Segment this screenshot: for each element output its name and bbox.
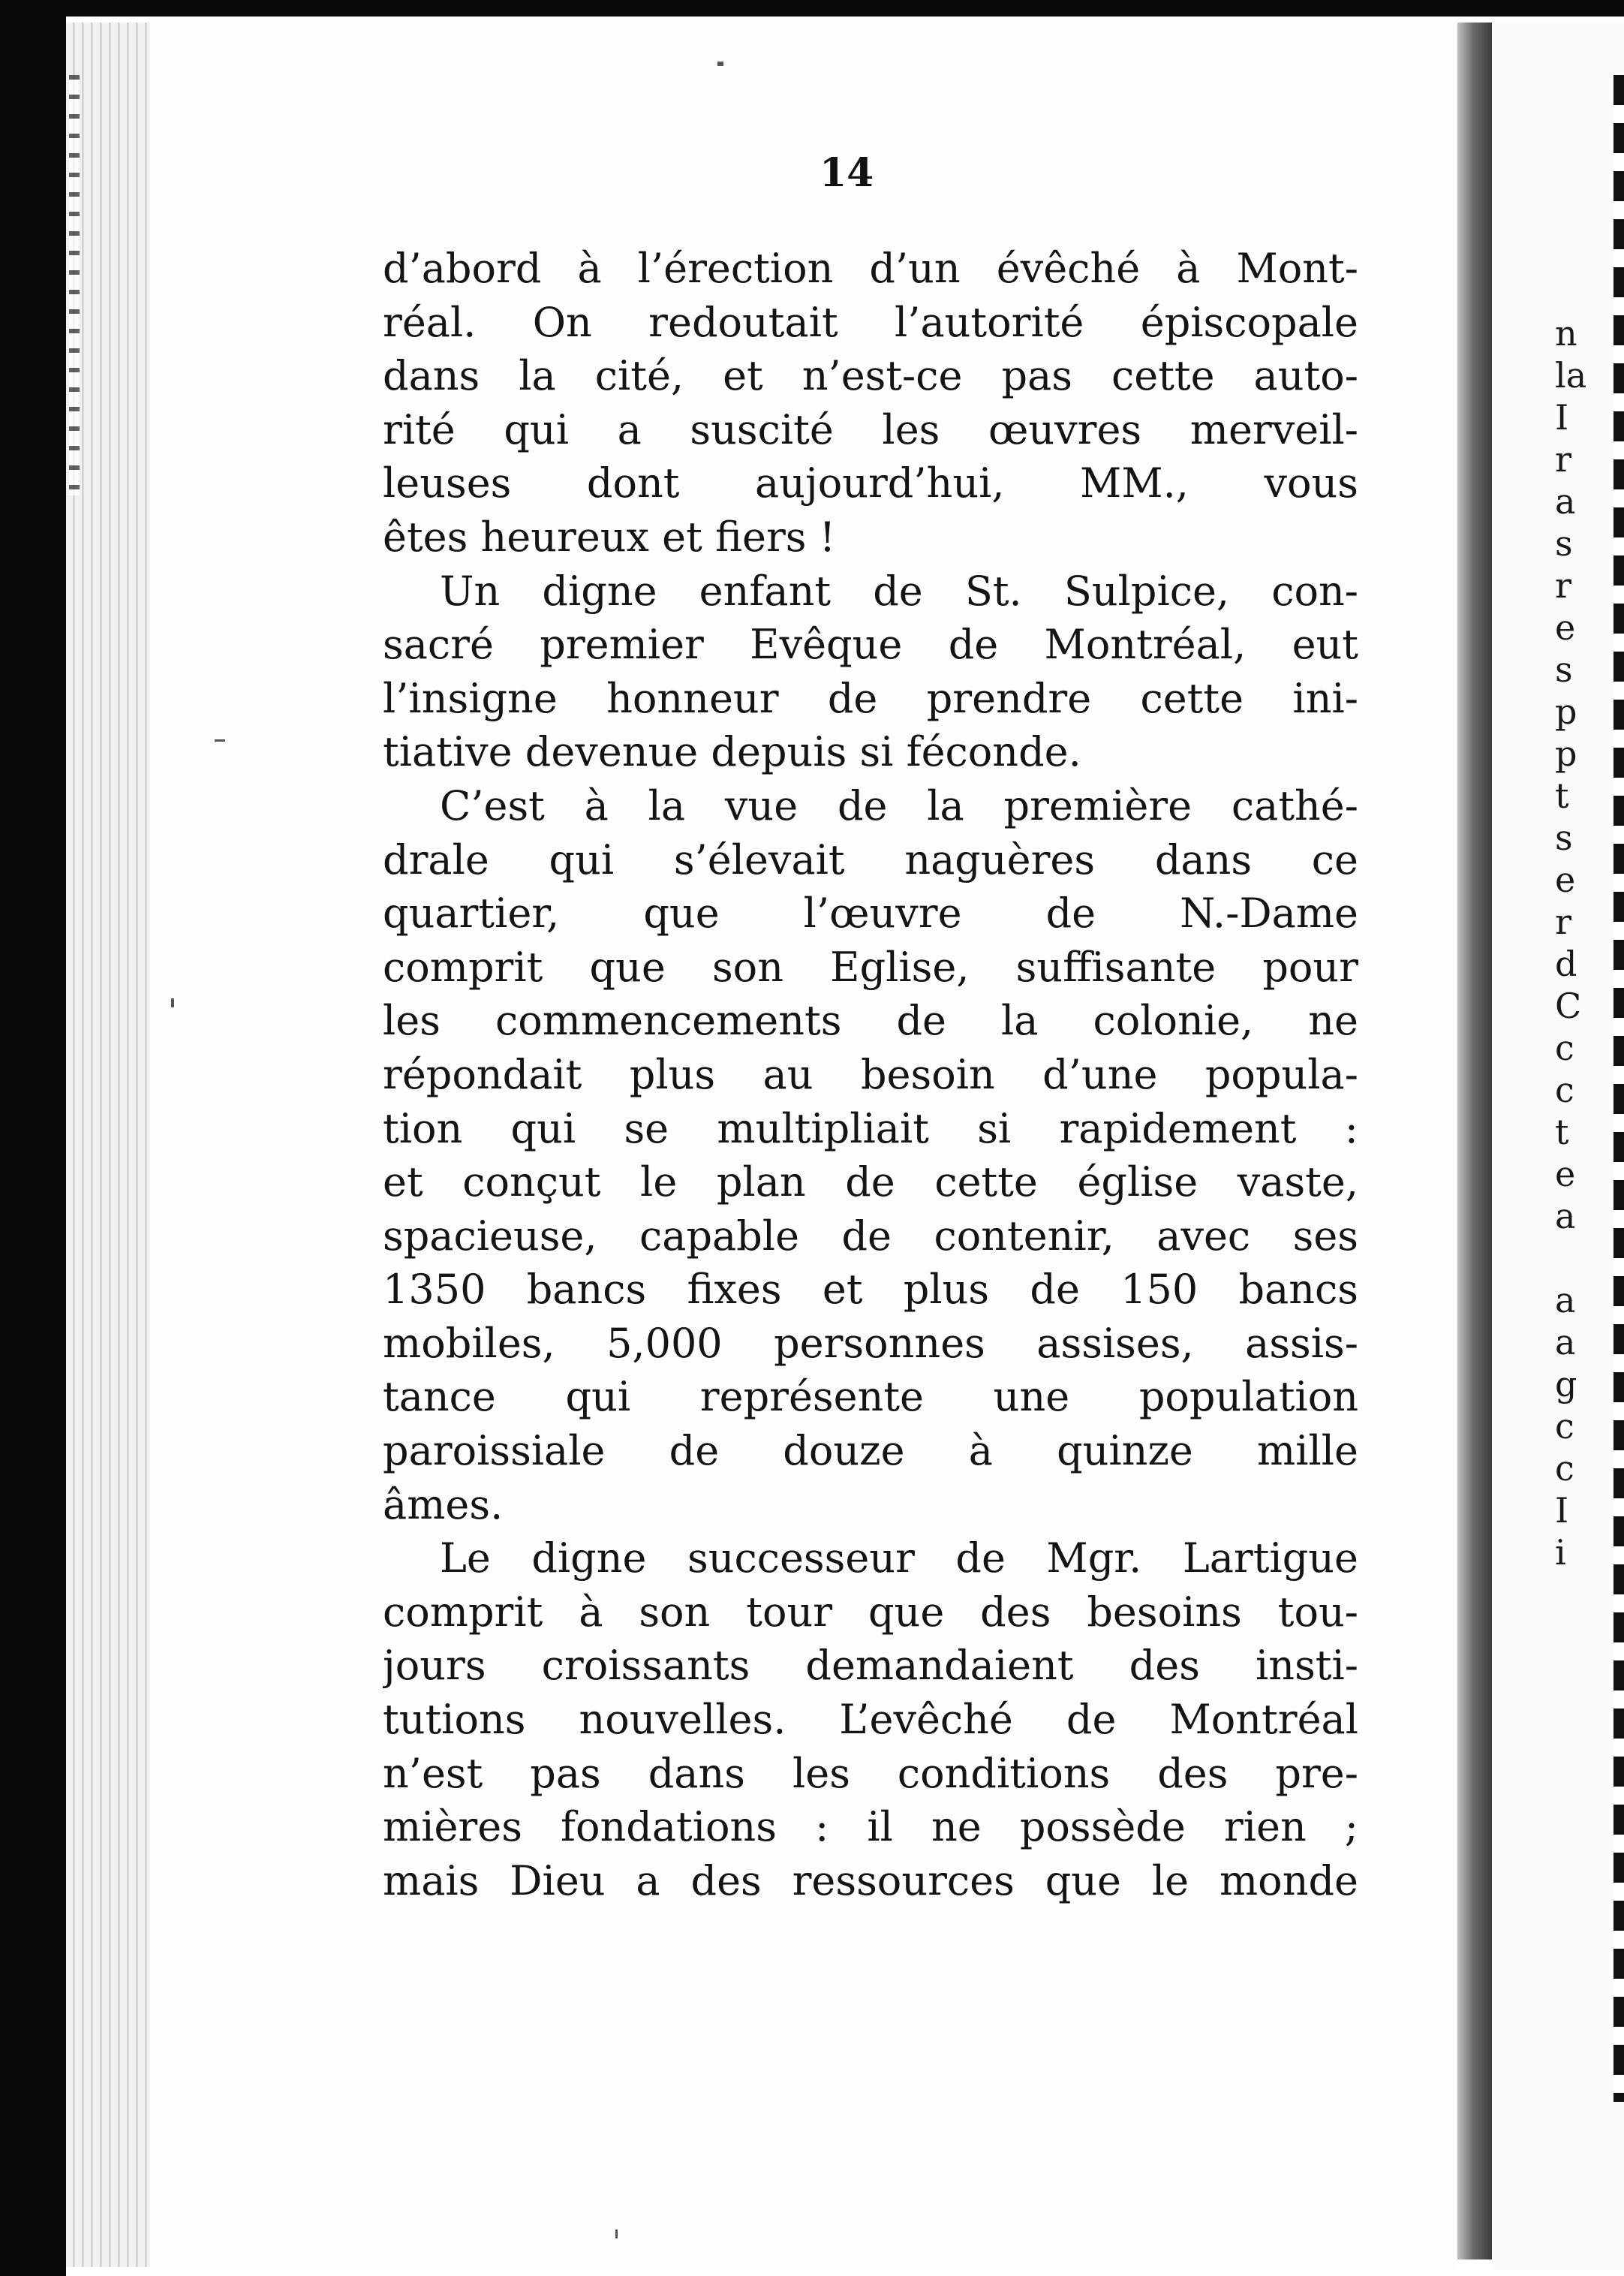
next-page-letter: c [1555,1448,1574,1489]
book-gutter-shadow [1457,23,1492,2259]
next-page-letter [1555,1237,1615,1279]
next-page-letter: la [1555,355,1587,396]
next-page-letter: i [1555,1532,1566,1573]
text-line: tion qui se multipliait si rapidement : [383,1104,1358,1152]
next-page-letter: s [1555,523,1573,564]
speck-mark [215,739,225,742]
text-line: comprit à son tour que des besoins tou- [383,1588,1358,1636]
next-page-letter: e [1555,860,1576,900]
text-line: drale qui s’élevait naguères dans ce [383,835,1358,884]
text-line: et conçut le plan de cette église vaste, [383,1158,1358,1206]
text-line: répondait plus au besoin d’une popula- [383,1050,1358,1098]
next-page-letter: p [1555,691,1577,732]
text-line: leuses dont aujourd’hui, MM., vous [383,459,1358,507]
next-page-letter: C [1555,986,1582,1026]
page-number: 14 [820,150,874,196]
text-line: tutions nouvelles. L’evêché de Montréal [383,1696,1358,1744]
page-edge-marks [69,75,80,495]
next-page-letter: e [1555,607,1576,648]
text-line: C’est à la vue de la première cathé- [440,781,1358,829]
text-line: tance qui représente une population [383,1373,1358,1421]
scanner-left-border [0,0,66,2276]
next-page-letter: p [1555,733,1577,774]
text-line: comprit que son Eglise, suffisante pour [383,943,1358,991]
next-page-letter: g [1555,1364,1577,1404]
next-page-letter: s [1555,649,1573,690]
text-line: êtes heureux et fiers ! [383,513,836,561]
text-line: tiative devenue depuis si féconde. [383,728,1081,776]
next-page-letter: I [1555,397,1569,438]
next-page-letter: d [1555,944,1577,984]
scanner-top-border [0,0,1624,17]
text-line: rité qui a suscité les œuvres merveil- [383,405,1358,453]
next-page-letter: a [1555,1280,1576,1320]
text-line: dans la cité, et n’est-ce pas cette auto- [383,352,1358,400]
speck-mark [615,2229,618,2238]
page-edges-stack [66,23,150,2267]
next-page-letter: t [1555,775,1569,816]
text-line: réal. On redoutait l’autorité épiscopale [383,298,1358,346]
next-page-letters [1555,312,1615,1573]
text-line: Le digne successeur de Mgr. Lartigue [440,1534,1358,1582]
text-line: mais Dieu a des ressources que le monde [383,1856,1358,1904]
text-line: Un digne enfant de St. Sulpice, con- [440,567,1358,615]
text-line: quartier, que l’œuvre de N.-Dame [383,890,1358,938]
next-page-letter: a [1555,1196,1576,1236]
next-page-letter: I [1555,1490,1569,1531]
text-line: d’abord à l’érection d’un évêché à Mont- [383,245,1358,292]
text-line: jours croissants demandaient des insti- [383,1642,1358,1690]
text-line: mières fondations : il ne possède rien ; [383,1803,1358,1851]
next-page-letter: a [1555,1322,1576,1362]
text-line: âmes. [383,1480,504,1528]
next-page-letter: t [1555,1112,1569,1152]
scanner-right-border [1613,75,1624,2102]
text-line: paroissiale de douze à quinze mille [383,1427,1358,1475]
next-page-letter: s [1555,817,1573,858]
next-page-letter: e [1555,1154,1576,1194]
next-page-letter: c [1555,1406,1574,1447]
next-page-letter: r [1555,902,1571,942]
next-page-letter: n [1555,313,1577,354]
next-page-letter: a [1555,481,1576,522]
text-line: spacieuse, capable de contenir, avec ses [383,1212,1358,1260]
next-page-letter: c [1555,1070,1574,1110]
speck-mark [171,998,174,1007]
text-line: sacré premier Evêque de Montréal, eut [383,621,1358,669]
text-line: les commencements de la colonie, ne [383,997,1358,1045]
page-body-text [383,242,1358,1907]
speck-mark [717,62,723,66]
text-line: l’insigne honneur de prendre cette ini- [383,674,1358,722]
next-page-letter: r [1555,565,1571,606]
text-line: n’est pas dans les conditions des pre- [383,1749,1358,1797]
text-line: mobiles, 5,000 personnes assises, assis- [383,1319,1358,1367]
next-page-letter: r [1555,439,1571,480]
next-page-letter: c [1555,1028,1574,1068]
text-line: 1350 bancs fixes et plus de 150 bancs [383,1266,1358,1314]
